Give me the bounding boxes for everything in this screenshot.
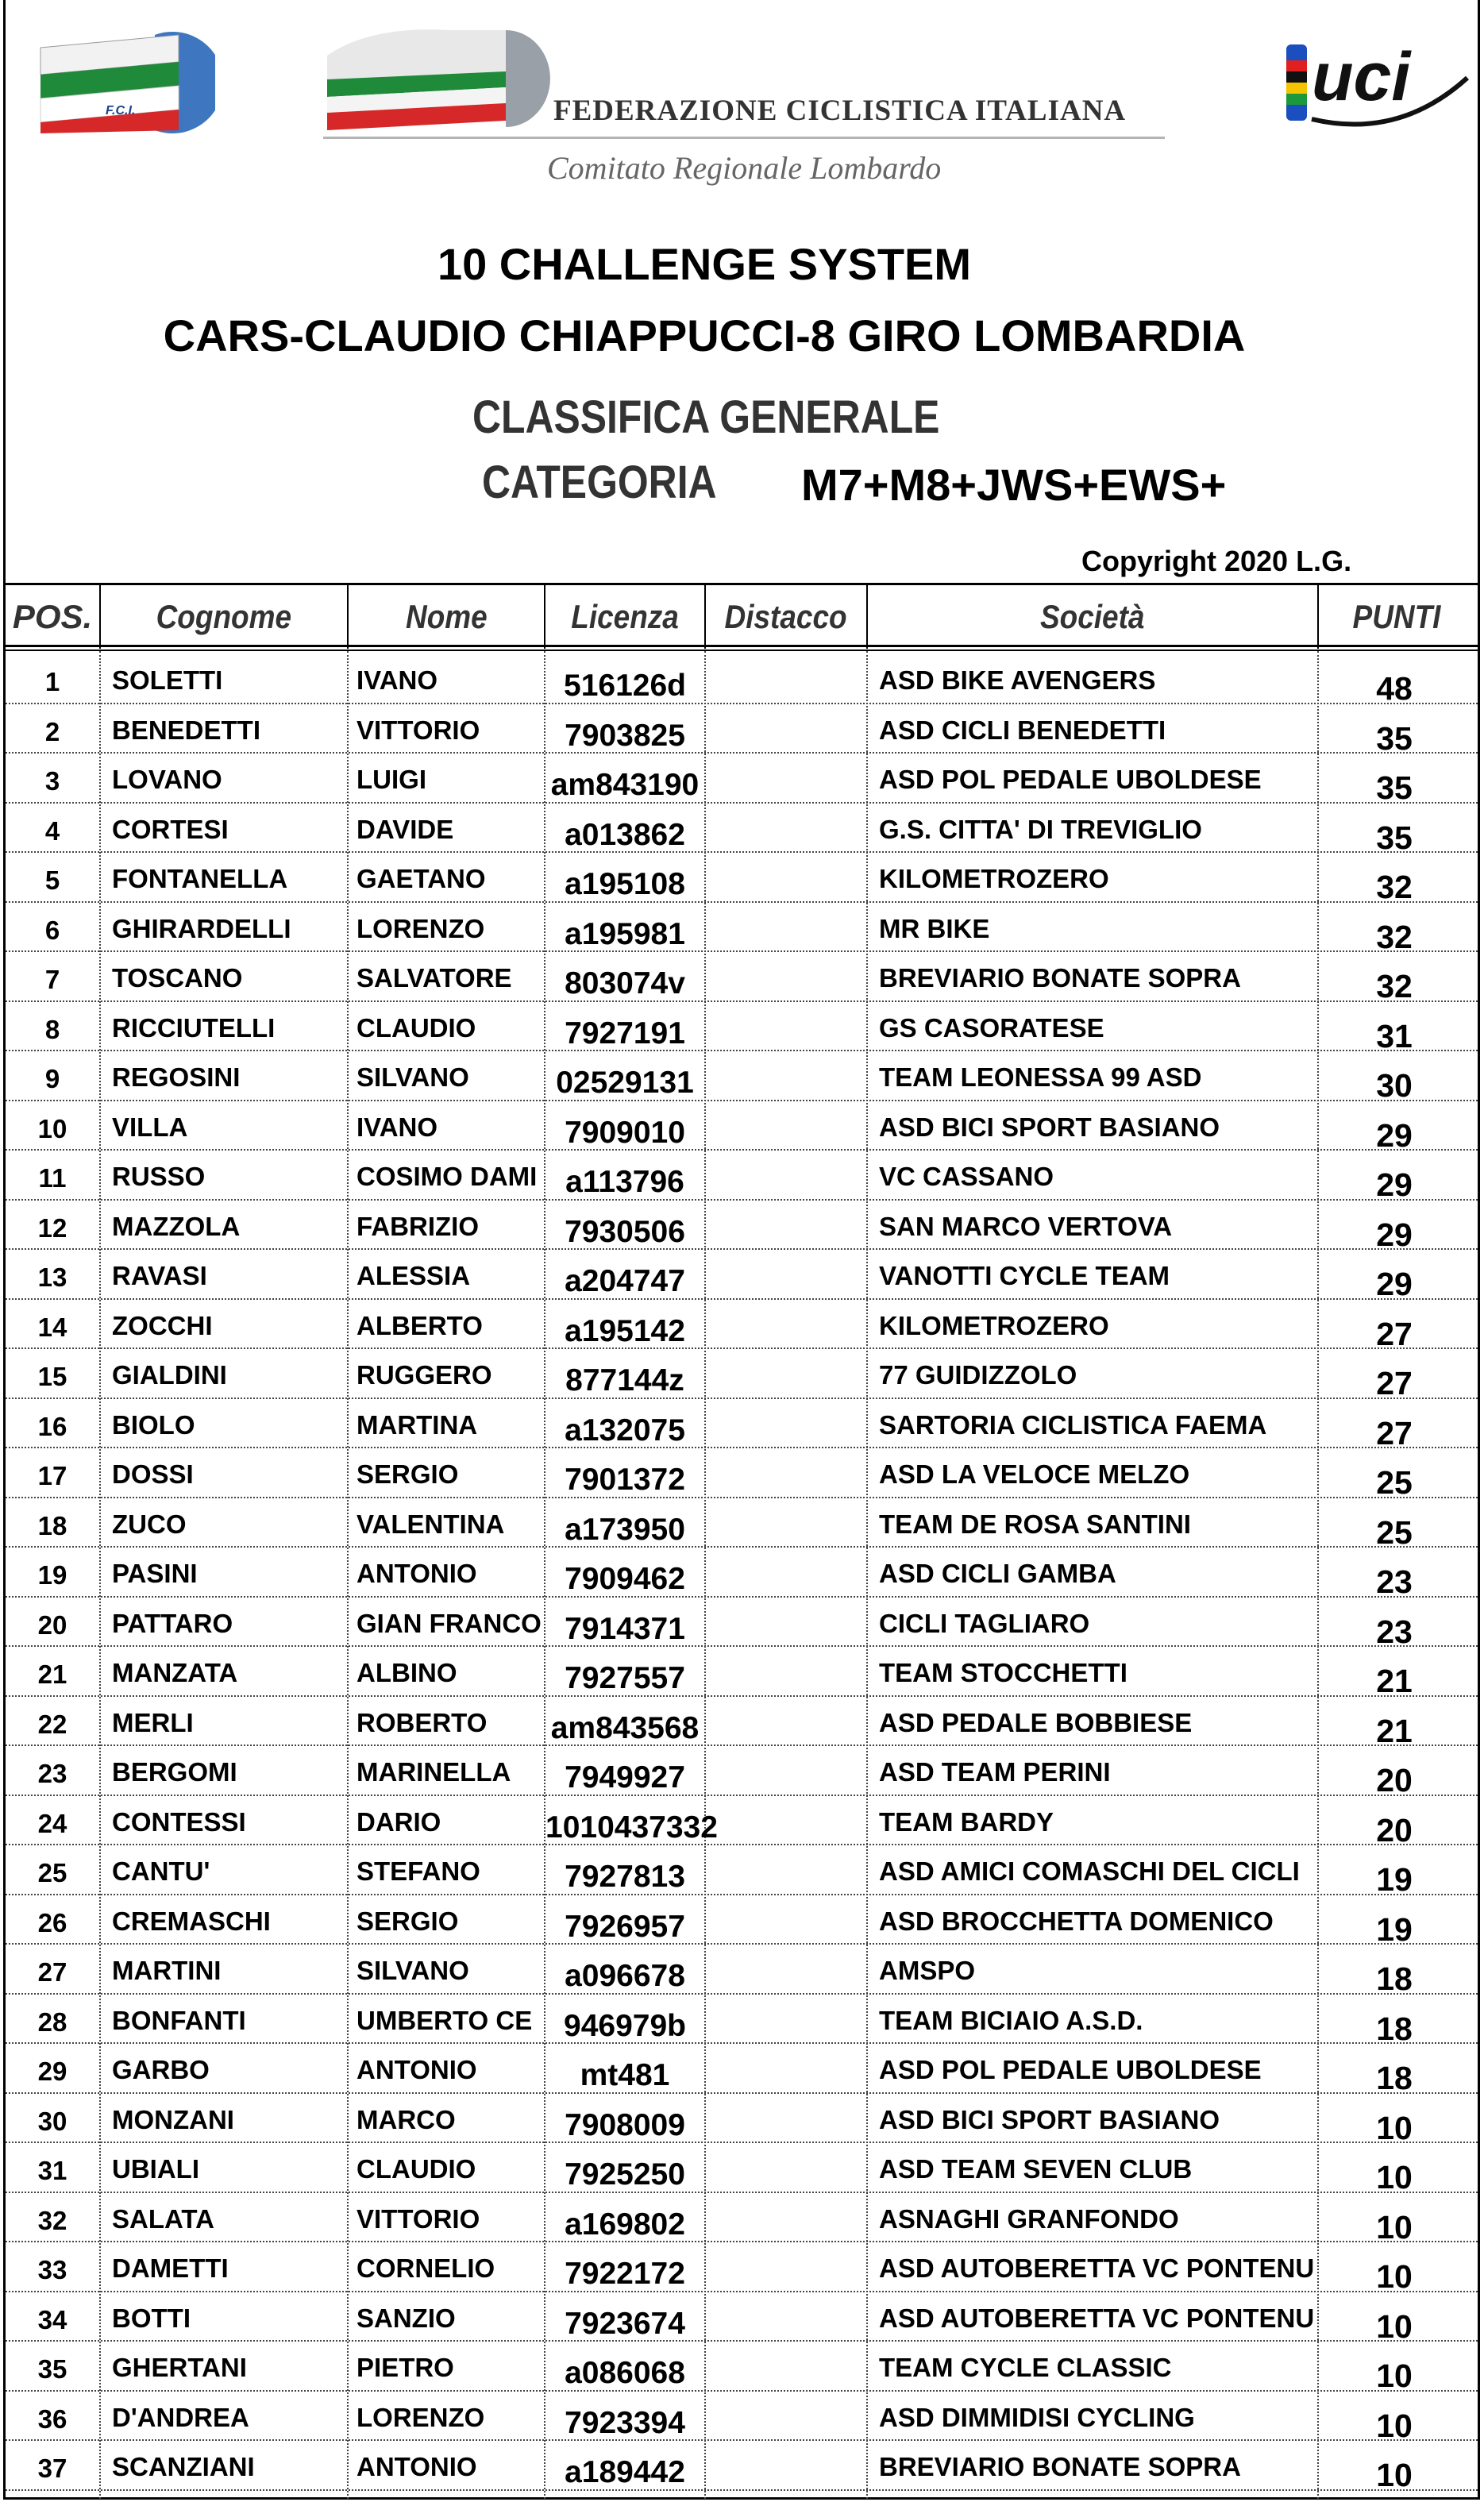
cell-nome: LUIGI: [357, 765, 426, 794]
cell-nome: GIAN FRANCO: [357, 1608, 542, 1638]
cell-punti: 10: [1376, 2159, 1413, 2196]
cell-cognome: SALATA: [112, 2203, 214, 2234]
cell-licenza: 7908009: [565, 2107, 685, 2142]
cell-societa: ASD BROCCHETTA DOMENICO: [879, 1906, 1274, 1936]
table-row: [6, 1945, 1478, 1995]
cell-punti: 27: [1376, 1315, 1413, 1352]
table-row: [6, 704, 1478, 757]
table-row: [6, 654, 1478, 707]
table-row: [6, 1349, 1478, 1399]
cell-licenza: a204747: [565, 1264, 685, 1298]
col-header-pos: POS.: [12, 598, 93, 635]
cell-nome: MARCO: [357, 2104, 456, 2134]
cell-licenza: 7927557: [565, 1661, 685, 1695]
cell-punti: 35: [1376, 769, 1413, 806]
cell-licenza: 7909462: [565, 1562, 685, 1596]
cell-cognome: UBIALI: [112, 2154, 199, 2184]
cell-licenza: 7923674: [565, 2306, 685, 2341]
table-row: [6, 804, 1478, 854]
fci-logo: [36, 30, 215, 135]
cell-pos: 19: [37, 1560, 67, 1590]
table-row: [6, 2441, 1478, 2491]
cell-pos: 10: [37, 1113, 67, 1143]
col-header-licenza: [545, 585, 704, 649]
cell-punti: 29: [1376, 1216, 1413, 1253]
cell-licenza: 7927813: [565, 1860, 685, 1894]
cell-societa: TEAM DE ROSA SANTINI: [879, 1509, 1191, 1539]
cell-punti: 35: [1376, 819, 1413, 856]
cell-nome: SALVATORE: [357, 963, 512, 993]
table-row: [6, 2193, 1478, 2246]
cell-licenza: 1010437332: [545, 1810, 718, 1845]
cell-licenza: 7925250: [565, 2157, 685, 2192]
col-separator: [99, 585, 101, 649]
cell-nome: CORNELIO: [357, 2253, 495, 2283]
cell-licenza: a195981: [565, 916, 685, 951]
cell-societa: ASNAGHI GRANFONDO: [879, 2203, 1179, 2234]
col-separator: [866, 585, 868, 649]
cell-pos: 20: [37, 1610, 67, 1640]
cell-cognome: ZUCO: [112, 1509, 187, 1539]
cell-pos: 1: [44, 667, 60, 696]
cell-punti: 19: [1376, 1910, 1413, 1948]
cell-pos: 37: [37, 2454, 67, 2483]
cell-punti: 10: [1376, 2457, 1413, 2493]
cell-societa: ASD BIKE AVENGERS: [879, 665, 1156, 695]
cell-societa: 77 GUIDIZZOLO: [879, 1360, 1077, 1390]
cell-societa: ASD CICLI BENEDETTI: [879, 715, 1166, 745]
table-row: [6, 1697, 1478, 1747]
cell-cognome: SCANZIANI: [112, 2452, 255, 2481]
table-row: [6, 1498, 1478, 1551]
cell-licenza: 7909010: [565, 1115, 685, 1150]
title-line-2: CARS-CLAUDIO CHIAPPUCCI-8 GIRO LOMBARDIA: [163, 310, 1246, 360]
cell-societa: CICLI TAGLIARO: [879, 1608, 1090, 1638]
cell-nome: ALBINO: [357, 1658, 457, 1687]
cell-societa: GS CASORATESE: [879, 1012, 1104, 1043]
cell-societa: KILOMETROZERO: [879, 864, 1109, 893]
table-row: [6, 952, 1478, 1002]
cell-punti: 31: [1376, 1017, 1413, 1054]
cell-licenza: am843568: [550, 1710, 700, 1745]
cell-cognome: REGOSINI: [112, 1062, 241, 1092]
cell-nome: ANTONIO: [357, 2452, 477, 2481]
cell-punti: 18: [1376, 2010, 1413, 2047]
cell-societa: ASD TEAM PERINI: [879, 1757, 1111, 1787]
cell-licenza: 7914371: [565, 1611, 685, 1646]
cell-cognome: MERLI: [112, 1707, 194, 1737]
cell-pos: 12: [37, 1212, 67, 1243]
cell-punti: 29: [1376, 1166, 1413, 1203]
cell-punti: 18: [1376, 1960, 1413, 1997]
cell-pos: 13: [37, 1263, 67, 1292]
cell-punti: 32: [1376, 968, 1413, 1004]
cell-pos: 33: [37, 2255, 67, 2284]
fci-logo-text: F.C.I.: [106, 104, 136, 118]
cell-nome: CLAUDIO: [357, 2154, 476, 2184]
cell-societa: ASD POL PEDALE UBOLDESE: [879, 765, 1262, 794]
cell-cognome: DAMETTI: [112, 2253, 229, 2283]
cell-licenza: a169802: [565, 2207, 685, 2242]
cell-pos: 23: [37, 1759, 67, 1788]
table-row: [6, 1002, 1478, 1052]
cell-nome: RUGGERO: [357, 1360, 492, 1390]
cell-pos: 14: [37, 1312, 67, 1342]
cell-cognome: DOSSI: [112, 1459, 194, 1489]
cell-nome: SILVANO: [357, 1062, 469, 1092]
cell-cognome: GHIRARDELLI: [112, 913, 291, 943]
col-header-punti: [1319, 585, 1474, 649]
cell-societa: KILOMETROZERO: [879, 1310, 1109, 1340]
cell-societa: TEAM BARDY: [879, 1806, 1054, 1837]
cell-pos: 35: [37, 2354, 67, 2384]
cell-societa: ASD PEDALE BOBBIESE: [879, 1707, 1193, 1737]
cell-societa: ASD CICLI GAMBA: [879, 1559, 1116, 1588]
cell-pos: 27: [37, 1957, 67, 1987]
cell-licenza: a195142: [565, 1313, 685, 1348]
cell-cognome: MANZATA: [112, 1658, 238, 1687]
cell-licenza: a013862: [565, 817, 685, 852]
uci-logo-text: uci: [1312, 39, 1411, 115]
table-row: [6, 1995, 1478, 2045]
categoria-value: M7+M8+JWS+EWS+: [801, 460, 1227, 510]
cell-societa: TEAM LEONESSA 99 ASD: [879, 1062, 1202, 1092]
table-row: [6, 2094, 1478, 2144]
cell-pos: 31: [37, 2156, 67, 2185]
cell-nome: ANTONIO: [357, 2055, 477, 2084]
cell-nome: COSIMO DAMI: [357, 1162, 538, 1191]
cell-pos: 7: [44, 965, 60, 994]
cell-licenza: mt481: [580, 2058, 670, 2092]
table-row: [6, 754, 1478, 804]
cell-punti: 29: [1376, 1266, 1413, 1302]
cell-punti: 23: [1376, 1563, 1413, 1600]
cell-societa: SARTORIA CICLISTICA FAEMA: [879, 1409, 1267, 1440]
col-separator: [347, 585, 349, 649]
categoria-label: CATEGORIA: [482, 457, 717, 508]
cell-nome: VITTORIO: [357, 2203, 480, 2234]
col-header-nome: [349, 585, 544, 649]
cell-pos: 2: [44, 716, 60, 746]
cell-licenza: 877144z: [565, 1363, 684, 1397]
cell-pos: 32: [37, 2205, 67, 2235]
cell-nome: LORENZO: [357, 913, 485, 943]
cell-licenza: 7922172: [565, 2257, 685, 2291]
cell-licenza: 7903825: [565, 718, 685, 753]
cell-licenza: 803074v: [565, 966, 685, 1000]
cell-pos: 36: [37, 2404, 67, 2434]
cell-nome: ROBERTO: [357, 1707, 488, 1737]
cell-cognome: LOVANO: [112, 765, 222, 794]
table-row: [6, 1548, 1478, 1598]
cell-punti: 23: [1376, 1613, 1413, 1650]
cell-pos: 5: [44, 865, 60, 895]
cell-punti: 10: [1376, 2407, 1413, 2444]
col-header-nome-label: Nome: [405, 598, 488, 635]
cell-cognome: BENEDETTI: [112, 715, 261, 745]
cell-licenza: a195108: [565, 867, 685, 901]
cell-societa: ASD BICI SPORT BASIANO: [879, 1112, 1220, 1142]
cell-nome: VITTORIO: [357, 715, 480, 745]
federation-subtitle: Comitato Regionale Lombardo: [547, 150, 942, 186]
cell-pos: 4: [44, 815, 60, 846]
cell-pos: 15: [37, 1362, 67, 1391]
cell-cognome: CANTU': [112, 1856, 210, 1886]
cell-cognome: GARBO: [112, 2055, 210, 2084]
table-row: [6, 2342, 1478, 2392]
header-bottom-rule-2: [6, 650, 1478, 651]
cell-pos: 29: [37, 2057, 67, 2086]
cell-punti: 32: [1376, 918, 1413, 955]
cell-societa: MR BIKE: [879, 913, 990, 943]
table-row: [6, 1796, 1478, 1849]
cell-punti: 10: [1376, 2208, 1413, 2246]
cell-licenza: 7923394: [565, 2405, 685, 2440]
cell-punti: 29: [1376, 1116, 1413, 1154]
table-row: [6, 1201, 1478, 1251]
cell-cognome: SOLETTI: [112, 665, 223, 695]
cell-punti: 19: [1376, 1861, 1413, 1898]
table-row: [6, 1051, 1478, 1104]
cell-cognome: D'ANDREA: [112, 2402, 249, 2432]
cell-cognome: PATTARO: [112, 1608, 233, 1638]
col-separator: [544, 585, 545, 649]
cell-punti: 27: [1376, 1414, 1413, 1451]
federation-rule: [323, 137, 1165, 139]
cell-societa: G.S. CITTA' DI TREVIGLIO: [879, 814, 1202, 844]
cell-societa: BREVIARIO BONATE SOPRA: [879, 963, 1241, 993]
cell-cognome: CREMASCHI: [112, 1906, 271, 1936]
cell-pos: 18: [37, 1510, 67, 1540]
cell-nome: GAETANO: [357, 864, 486, 893]
col-header-cognome: [101, 585, 347, 649]
cell-nome: SANZIO: [357, 2303, 456, 2333]
cell-punti: 18: [1376, 2060, 1413, 2096]
cell-licenza: a096678: [565, 1959, 685, 1993]
cell-licenza: 7901372: [565, 1463, 685, 1497]
cell-pos: 30: [37, 2106, 67, 2136]
table-row: [6, 2242, 1478, 2295]
cell-cognome: MARTINI: [112, 1956, 222, 1985]
cell-nome: CLAUDIO: [357, 1012, 476, 1043]
cell-licenza: 7949927: [565, 1760, 685, 1795]
table-row: [6, 1448, 1478, 1501]
cell-societa: SAN MARCO VERTOVA: [879, 1211, 1173, 1241]
cell-pos: 24: [37, 1808, 67, 1838]
cell-nome: FABRIZIO: [357, 1211, 479, 1241]
table-row: [6, 1300, 1478, 1350]
table-row: [6, 1647, 1478, 1697]
cell-societa: BREVIARIO BONATE SOPRA: [879, 2452, 1241, 2481]
cell-licenza: 7926957: [565, 1909, 685, 1944]
cell-licenza: 7927191: [565, 1016, 685, 1051]
col-header-punti-label: PUNTI: [1352, 598, 1441, 635]
cell-licenza: a132075: [565, 1413, 685, 1448]
cell-punti: 25: [1376, 1513, 1413, 1551]
cell-pos: 6: [44, 915, 60, 945]
cell-licenza: a189442: [565, 2455, 685, 2489]
cell-punti: 32: [1376, 869, 1413, 905]
cell-nome: IVANO: [357, 665, 438, 695]
cell-punti: 10: [1376, 2258, 1413, 2295]
cell-pos: 25: [37, 1858, 67, 1887]
table-row: [6, 853, 1478, 903]
cell-nome: VALENTINA: [357, 1509, 505, 1539]
cell-societa: ASD POL PEDALE UBOLDESE: [879, 2055, 1262, 2084]
col-separator: [1317, 585, 1319, 649]
table-row: [6, 1399, 1478, 1449]
cell-societa: TEAM STOCCHETTI: [879, 1658, 1127, 1687]
cell-nome: SERGIO: [357, 1459, 459, 1489]
cell-societa: VANOTTI CYCLE TEAM: [879, 1261, 1170, 1290]
cell-punti: 35: [1376, 719, 1413, 757]
col-header-distacco: [706, 585, 866, 649]
cell-punti: 10: [1376, 2307, 1413, 2345]
cell-nome: IVANO: [357, 1112, 438, 1142]
cell-societa: TEAM BICIAIO A.S.D.: [879, 2005, 1143, 2035]
table-row: [6, 1598, 1478, 1648]
classification-sheet: [3, 0, 1480, 2500]
cell-licenza: a173950: [565, 1512, 685, 1547]
col-header-cognome-label: Cognome: [156, 598, 292, 635]
classifica-label: CLASSIFICA GENERALE: [472, 391, 940, 443]
cell-nome: MARTINA: [357, 1409, 478, 1440]
cell-licenza: 7930506: [565, 1214, 685, 1249]
cell-societa: ASD BICI SPORT BASIANO: [879, 2104, 1220, 2134]
cell-cognome: CONTESSI: [112, 1806, 246, 1837]
table-row: [6, 2044, 1478, 2094]
table-row: [6, 2143, 1478, 2196]
cell-societa: ASD LA VELOCE MELZO: [879, 1459, 1190, 1489]
table-row: [6, 903, 1478, 953]
cell-societa: ASD DIMMIDISI CYCLING: [879, 2402, 1195, 2432]
cell-nome: DAVIDE: [357, 814, 454, 844]
table-row: [6, 1845, 1478, 1898]
title-line-1: 10 CHALLENGE SYSTEM: [437, 239, 972, 289]
cell-licenza: am843190: [550, 768, 700, 802]
cell-punti: 30: [1376, 1067, 1413, 1104]
cell-nome: MARINELLA: [357, 1757, 511, 1787]
cell-pos: 26: [37, 1907, 67, 1937]
cell-punti: 10: [1376, 2357, 1413, 2394]
cell-societa: ASD AUTOBERETTA VC PONTENU: [879, 2303, 1315, 2333]
cell-pos: 34: [37, 2304, 67, 2334]
cell-pos: 3: [44, 766, 60, 796]
cell-cognome: GHERTANI: [112, 2353, 247, 2382]
cell-licenza: a086068: [565, 2356, 685, 2390]
cell-nome: ALESSIA: [357, 1261, 471, 1290]
cell-nome: ALBERTO: [357, 1310, 483, 1340]
cell-societa: ASD TEAM SEVEN CLUB: [879, 2154, 1193, 2184]
table-row: [6, 1895, 1478, 1948]
cell-punti: 48: [1376, 670, 1413, 707]
cell-nome: STEFANO: [357, 1856, 480, 1886]
cell-societa: ASD AUTOBERETTA VC PONTENU: [879, 2253, 1315, 2283]
cell-cognome: CORTESI: [112, 814, 229, 844]
cell-cognome: BERGOMI: [112, 1757, 237, 1787]
col-header-societa: [868, 585, 1317, 649]
col-separator: [704, 585, 706, 649]
table-row: [6, 1101, 1478, 1154]
cell-cognome: TOSCANO: [112, 963, 243, 993]
cell-cognome: BOTTI: [112, 2303, 191, 2333]
table-row: [6, 1746, 1478, 1796]
cell-nome: DARIO: [357, 1806, 441, 1837]
table-row: [6, 1151, 1478, 1201]
uci-logo: [1280, 30, 1472, 135]
cell-cognome: RICCIUTELLI: [112, 1012, 276, 1043]
cell-nome: UMBERTO CE: [357, 2005, 533, 2035]
cell-nome: ANTONIO: [357, 1559, 477, 1588]
cell-cognome: PASINI: [112, 1559, 198, 1588]
cell-pos: 17: [37, 1461, 67, 1490]
cell-punti: 20: [1376, 1811, 1413, 1849]
cell-punti: 21: [1376, 1663, 1413, 1699]
cell-cognome: FONTANELLA: [112, 864, 288, 893]
cell-licenza: 516126d: [564, 669, 686, 703]
cell-cognome: MAZZOLA: [112, 1211, 241, 1241]
cell-societa: VC CASSANO: [879, 1162, 1054, 1191]
cell-licenza: 946979b: [564, 2008, 686, 2043]
cell-pos: 11: [38, 1163, 67, 1193]
cell-punti: 21: [1376, 1712, 1413, 1749]
cell-societa: ASD AMICI COMASCHI DEL CICLI: [879, 1856, 1300, 1886]
cell-pos: 9: [44, 1064, 60, 1093]
table-row: [6, 1250, 1478, 1300]
cell-nome: SILVANO: [357, 1956, 469, 1985]
cell-cognome: ZOCCHI: [112, 1310, 213, 1340]
cell-societa: AMSPO: [879, 1956, 976, 1985]
cell-punti: 10: [1376, 2109, 1413, 2146]
cell-cognome: GIALDINI: [112, 1360, 227, 1390]
cell-pos: 16: [37, 1411, 67, 1441]
cell-cognome: BONFANTI: [112, 2005, 246, 2035]
cell-cognome: RUSSO: [112, 1162, 206, 1191]
cell-punti: 20: [1376, 1762, 1413, 1798]
header-bottom-rule: [6, 645, 1478, 647]
cell-punti: 27: [1376, 1365, 1413, 1401]
cell-pos: 21: [37, 1660, 67, 1689]
cell-societa: TEAM CYCLE CLASSIC: [879, 2353, 1172, 2382]
cell-nome: PIETRO: [357, 2353, 454, 2382]
cell-licenza: a113796: [565, 1165, 684, 1199]
table-header-row: [6, 585, 1478, 649]
cell-nome: LORENZO: [357, 2402, 485, 2432]
col-header-societa-label: Società: [1040, 598, 1145, 635]
cell-cognome: VILLA: [112, 1112, 188, 1142]
federation-name: FEDERAZIONE CICLISTICA ITALIANA: [553, 94, 1127, 127]
copyright-text: Copyright 2020 L.G.: [1081, 545, 1352, 577]
col-header-licenza-label: Licenza: [571, 598, 679, 635]
cell-cognome: MONZANI: [112, 2104, 234, 2134]
cell-punti: 25: [1376, 1464, 1413, 1501]
cell-nome: SERGIO: [357, 1906, 459, 1936]
cell-pos: 28: [37, 2007, 67, 2037]
cell-cognome: BIOLO: [112, 1409, 195, 1440]
cell-pos: 8: [44, 1014, 60, 1044]
table-row: [6, 2292, 1478, 2345]
col-header-distacco-label: Distacco: [724, 598, 848, 635]
cell-pos: 22: [37, 1709, 67, 1739]
cell-cognome: RAVASI: [112, 1261, 207, 1290]
cell-licenza: 02529131: [556, 1066, 694, 1100]
table-row: [6, 2392, 1478, 2442]
